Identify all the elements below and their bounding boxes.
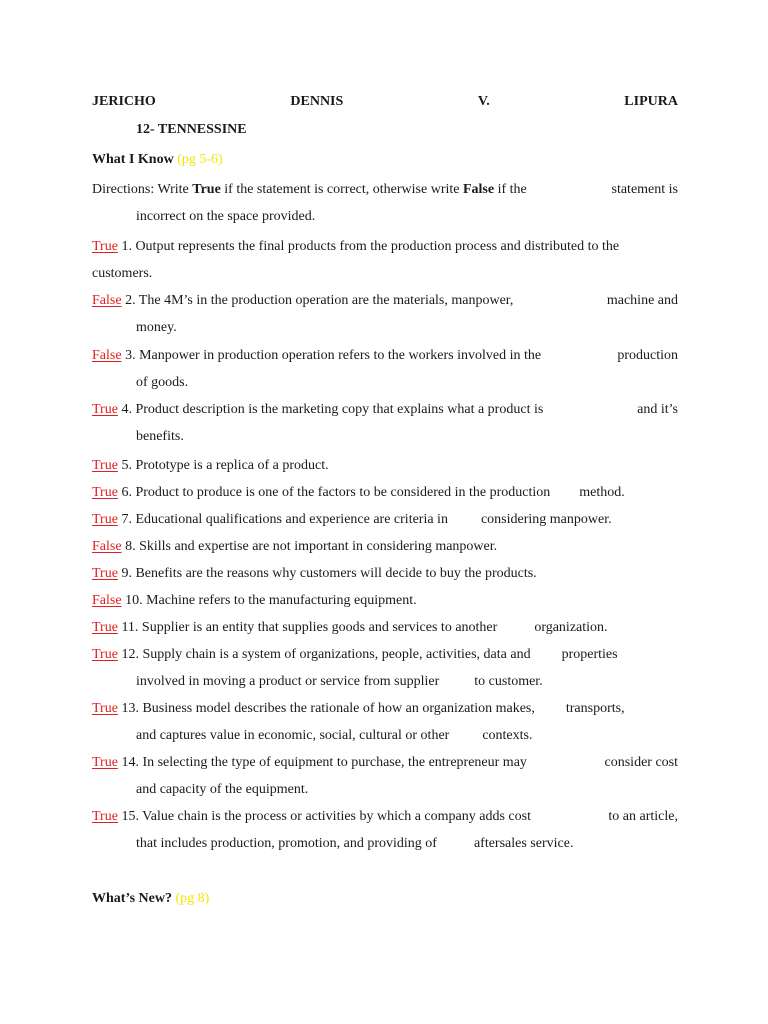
- answer-true: True: [92, 647, 118, 662]
- item-text: 12. Supply chain is a system of organizations, people, activities, data and: [121, 647, 531, 662]
- item-text-tail: organization.: [534, 620, 608, 635]
- item-text-tail: and it’s: [637, 402, 678, 417]
- answer-true: True: [92, 755, 118, 770]
- item-main: [92, 401, 543, 419]
- list-item: [92, 347, 678, 365]
- item-text: 2. The 4M’s in the production operation are the materials, manpower,: [125, 293, 514, 308]
- whats-new-heading: [92, 890, 678, 908]
- answer-false: False: [92, 539, 122, 554]
- answer-true: True: [92, 239, 118, 254]
- item-text: involved in moving a product or service from supplier: [136, 674, 440, 689]
- directions-line-2: incorrect on the space provided.: [136, 209, 316, 224]
- answer-true: True: [92, 402, 118, 417]
- item-continuation: [136, 727, 678, 745]
- item-text: 4. Product description is the marketing copy that explains what a product is: [121, 402, 544, 417]
- item-text-tail: consider cost: [604, 755, 678, 770]
- item-text-tail: to customer.: [474, 674, 543, 689]
- list-item: [92, 565, 678, 583]
- item-text: 1. Output represents the final products from the production process and distributed to the: [121, 239, 620, 254]
- item-continuation: and capacity of the equipment.: [136, 782, 309, 797]
- item-continuation: money.: [136, 320, 177, 335]
- item-text: 11. Supplier is an entity that supplies goods and services to another: [121, 620, 498, 635]
- item-text-tail: contexts.: [482, 728, 533, 743]
- item-text: 10. Machine refers to the manufacturing equipment.: [125, 593, 417, 608]
- list-item: [92, 538, 678, 556]
- section-label: 12- TENNESSINE: [136, 122, 247, 137]
- heading-text: What I Know: [92, 152, 174, 167]
- name-initial: V.: [477, 94, 490, 109]
- answer-true: True: [92, 566, 118, 581]
- document-page: [92, 0, 678, 1024]
- item-continuation: of goods.: [136, 375, 189, 390]
- answer-true: True: [92, 701, 118, 716]
- student-name: [92, 93, 678, 111]
- item-text: 3. Manpower in production operation refers to the workers involved in the: [125, 348, 542, 363]
- directions-suffix-b: statement is: [611, 182, 678, 197]
- list-item: [92, 808, 678, 826]
- item-main: [92, 808, 531, 826]
- page-ref: (pg 8): [175, 891, 210, 906]
- answer-false: False: [92, 593, 122, 608]
- list-item: [92, 457, 678, 475]
- item-continuation: customers.: [92, 266, 153, 281]
- item-text-tail: method.: [579, 485, 625, 500]
- answer-false: False: [92, 348, 122, 363]
- item-text: 13. Business model describes the rationale of how an organization makes,: [121, 701, 535, 716]
- answer-true: True: [92, 458, 118, 473]
- item-text: 15. Value chain is the process or activities by which a company adds cost: [121, 809, 531, 824]
- item-main: [92, 754, 527, 772]
- directions-true-word: True: [192, 182, 221, 197]
- item-text: 14. In selecting the type of equipment to purchase, the entrepreneur may: [121, 755, 527, 770]
- directions-prefix: Directions: Write: [92, 182, 189, 197]
- list-item: [92, 619, 678, 637]
- item-text-tail: considering manpower.: [480, 512, 612, 527]
- item-main: [92, 292, 513, 310]
- item-text-tail: properties: [561, 647, 618, 662]
- directions-suffix-a: if the: [497, 182, 527, 197]
- item-continuation: [136, 835, 678, 853]
- list-item: [92, 700, 678, 718]
- list-item: [92, 646, 678, 664]
- directions-line-1: [92, 181, 678, 199]
- heading-text: What’s New?: [92, 891, 172, 906]
- item-text: 6. Product to produce is one of the factors to be considered in the production: [121, 485, 551, 500]
- item-text-tail: to an article,: [608, 809, 678, 824]
- directions-main: [92, 181, 527, 199]
- answer-true: True: [92, 512, 118, 527]
- answer-true: True: [92, 809, 118, 824]
- page-ref: (pg 5-6): [177, 152, 223, 167]
- directions-middle: if the statement is correct, otherwise write: [224, 182, 460, 197]
- list-item: [92, 592, 678, 610]
- item-text-tail: production: [617, 348, 678, 363]
- item-continuation: [136, 673, 678, 691]
- name-middle: DENNIS: [290, 94, 344, 109]
- item-continuation: benefits.: [136, 429, 184, 444]
- list-item: [92, 238, 678, 256]
- list-item: [92, 511, 678, 529]
- answer-true: True: [92, 485, 118, 500]
- item-text-tail: aftersales service.: [473, 836, 574, 851]
- item-text: 8. Skills and expertise are not important in considering manpower.: [125, 539, 498, 554]
- item-text: 7. Educational qualifications and experience are criteria in: [121, 512, 448, 527]
- item-text: that includes production, promotion, and providing of: [136, 836, 437, 851]
- item-main: [92, 347, 541, 365]
- item-text: and captures value in economic, social, cultural or other: [136, 728, 450, 743]
- name-first: JERICHO: [92, 94, 156, 109]
- what-i-know-heading: [92, 151, 678, 169]
- list-item: [92, 292, 678, 310]
- answer-false: False: [92, 293, 122, 308]
- item-text-tail: transports,: [565, 701, 625, 716]
- answer-true: True: [92, 620, 118, 635]
- name-last: LIPURA: [624, 94, 678, 109]
- item-text: 9. Benefits are the reasons why customers will decide to buy the products.: [121, 566, 537, 581]
- list-item: [92, 484, 678, 502]
- list-item: [92, 401, 678, 419]
- item-text-tail: machine and: [606, 293, 678, 308]
- list-item: [92, 754, 678, 772]
- item-text: 5. Prototype is a replica of a product.: [121, 458, 329, 473]
- directions-false-word: False: [462, 182, 495, 197]
